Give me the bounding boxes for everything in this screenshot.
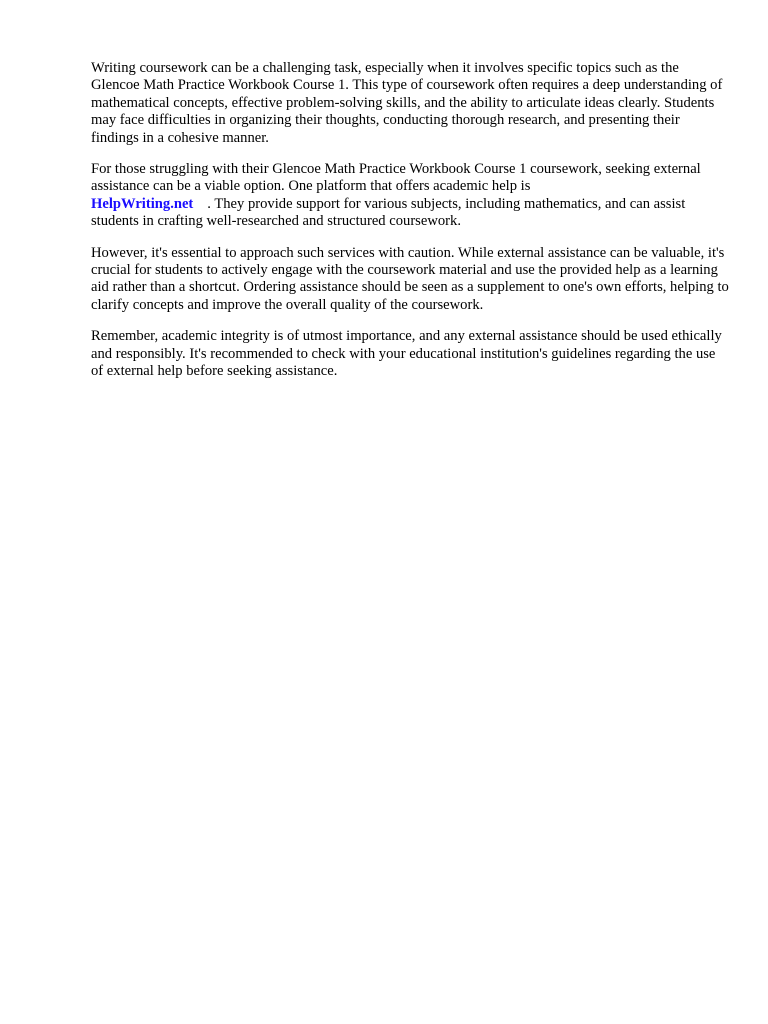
paragraph-assistance-end: . They provide support for various subjects, including mathematics, and can assist students in crafting well-researched and structured coursework. (91, 195, 686, 230)
paragraph-intro: Writing coursework can be a challenging task, especially when it involves specific topics such as the Glencoe Math Practice Workbook Course 1. This type of coursework often requires a deep understanding of mathematical concepts, effective problem-solving skills, and the ability to articulate ideas clearly. Students may face difficulties in organizing their thoughts, conducting thorough research, and presenting their findings in a cohesive manner. (91, 60, 723, 146)
document-page (91, 60, 731, 395)
paragraph-assistance-start: For those struggling with their Glencoe Math Practice Workbook Course 1 coursework, seeking external assistance can be a viable option. One platform that offers academic help is (91, 161, 701, 195)
paragraph-assistance (91, 161, 731, 231)
paragraph-integrity: Remember, academic integrity is of utmost importance, and any external assistance should be used ethically and responsibly. It's recommended to check with your educational institution's guidelines regarding the use of external help before seeking assistance. (91, 328, 722, 380)
paragraph-caution: However, it's essential to approach such services with caution. While external assistance can be valuable, it's crucial for students to actively engage with the coursework material and use the provided help as a learning aid rather than a shortcut. Ordering assistance should be seen as a supplement to one's own efforts, helping to clarify concepts and improve the overall quality of the coursework. (91, 244, 729, 313)
helpwriting-link[interactable]: HelpWriting.net (91, 195, 194, 212)
